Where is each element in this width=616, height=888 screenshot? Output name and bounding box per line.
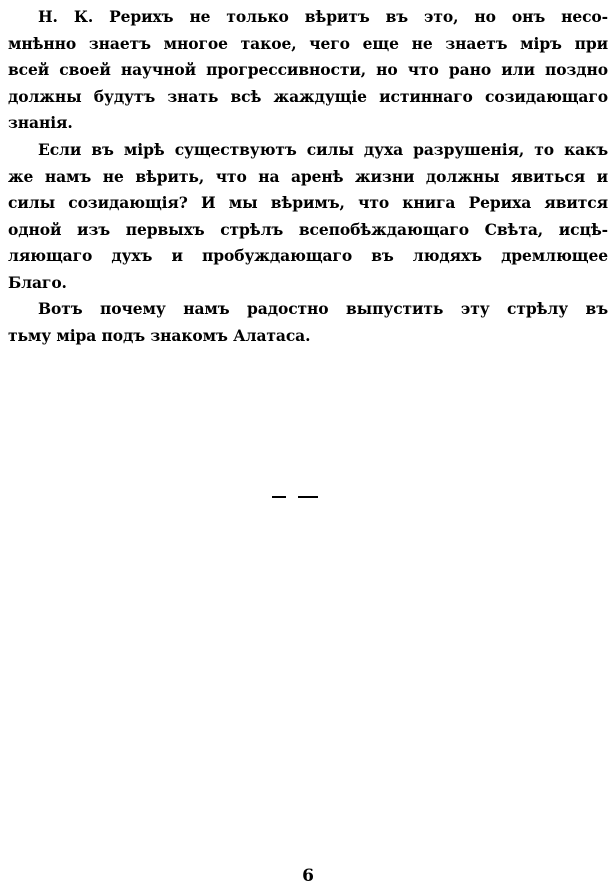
text-line: Благо. (8, 272, 67, 292)
text-line: ляющаго духъ и пробуждающаго въ людяхъ дремлющее (8, 246, 608, 265)
text-line: Вотъ почему намъ радостно выпустить эту стрѣлу въ (38, 299, 608, 318)
text-line: одной изъ первыхъ стрѣлъ всепобѣждающаго Свѣта, исцѣ- (8, 219, 608, 239)
text-line: Н. К. Рерихъ не только вѣритъ въ это, но онъ несо- (38, 7, 608, 26)
text-line: знанія. (8, 113, 73, 132)
paragraph-1 (8, 4, 608, 137)
text-line: всей своей научной прогрессивности, но что рано или поздно (8, 60, 608, 79)
text-line: должны будутъ знать всѣ жаждущіе истиннаго созидающаго (8, 86, 608, 106)
separator-dash (298, 496, 318, 498)
section-separator (272, 496, 322, 500)
text-line: силы созидающія? И мы вѣримъ, что книга Рериха явится (8, 193, 608, 212)
text-line: Если въ мірѣ существуютъ силы духа разрушенія, то какъ (38, 140, 608, 159)
page-number: 6 (302, 866, 314, 886)
text-line: мнѣнно знаетъ многое такое, чего еще не знаетъ міръ при (8, 33, 608, 53)
text-line: тьму міра подъ знакомъ Алатаса. (8, 325, 311, 345)
paragraph-2 (8, 137, 608, 296)
text-line: же намъ не вѣрить, что на аренѣ жизни должны явиться и (8, 166, 608, 186)
separator-dash (272, 496, 286, 498)
paragraph-3 (8, 296, 608, 349)
